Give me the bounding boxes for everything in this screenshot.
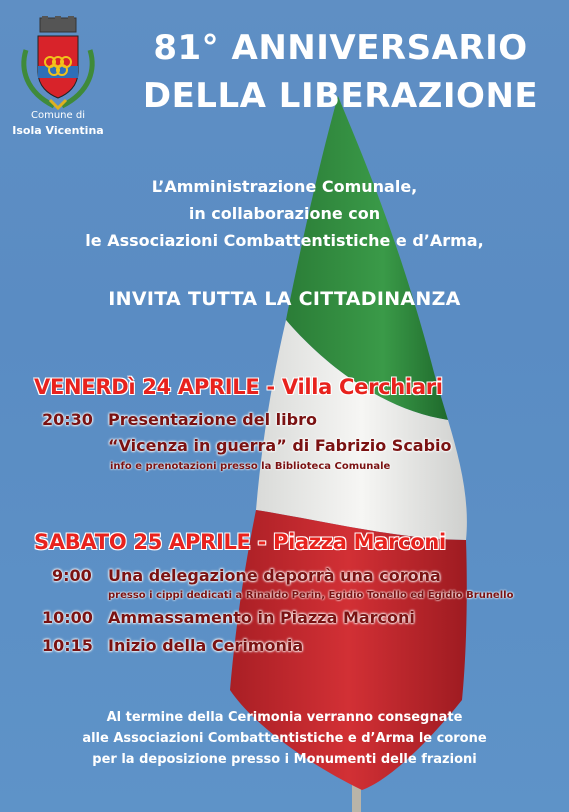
day2-time-1: 9:00 — [52, 566, 92, 585]
comune-name: Isola Vicentina — [12, 124, 104, 137]
invite-heading: INVITA TUTTA LA CITTADINANZA — [108, 288, 461, 310]
closing-line-2: alle Associazioni Combattentistiche e d’Arma le corone — [82, 731, 487, 746]
day2-time-2: 10:00 — [42, 608, 93, 627]
coat-of-arms-logo — [12, 14, 104, 114]
closing-line-3: per la deposizione presso i Monumenti delle frazioni — [92, 752, 477, 767]
day2-item-3: Inizio della Cerimonia — [108, 636, 304, 655]
title-line-1: 81° ANNIVERSARIO — [153, 28, 528, 68]
intro-line-1: L’Amministrazione Comunale, — [151, 177, 418, 196]
intro-line-2: in collaborazione con — [188, 204, 381, 223]
day1-line2: “Vicenza in guerra” di Fabrizio Scabio — [108, 436, 452, 455]
day2-time-3: 10:15 — [42, 636, 93, 655]
day2-item-2: Ammassamento in Piazza Marconi — [108, 608, 415, 627]
closing-line-1: Al termine della Cerimonia verranno consegnate — [106, 710, 463, 725]
intro-line-3: le Associazioni Combattentistiche e d’Arma, — [85, 231, 484, 250]
title-line-2: DELLA LIBERAZIONE — [142, 76, 539, 116]
day1-note: info e prenotazioni presso la Biblioteca Comunale — [110, 461, 391, 472]
day1-time: 20:30 — [42, 410, 93, 429]
day2-note-1: presso i cippi dedicati a Rinaldo Perin, Egidio Tonello ed Egidio Brunello — [108, 590, 514, 601]
day2-item-1: Una delegazione deporrà una corona — [108, 566, 441, 585]
day2-heading: SABATO 25 APRILE - Piazza Marconi — [34, 530, 446, 554]
day1-line1: Presentazione del libro — [108, 410, 317, 429]
day1-heading: VENERDì 24 APRILE - Villa Cerchiari — [34, 375, 443, 399]
comune-di-label: Comune di — [31, 110, 85, 121]
